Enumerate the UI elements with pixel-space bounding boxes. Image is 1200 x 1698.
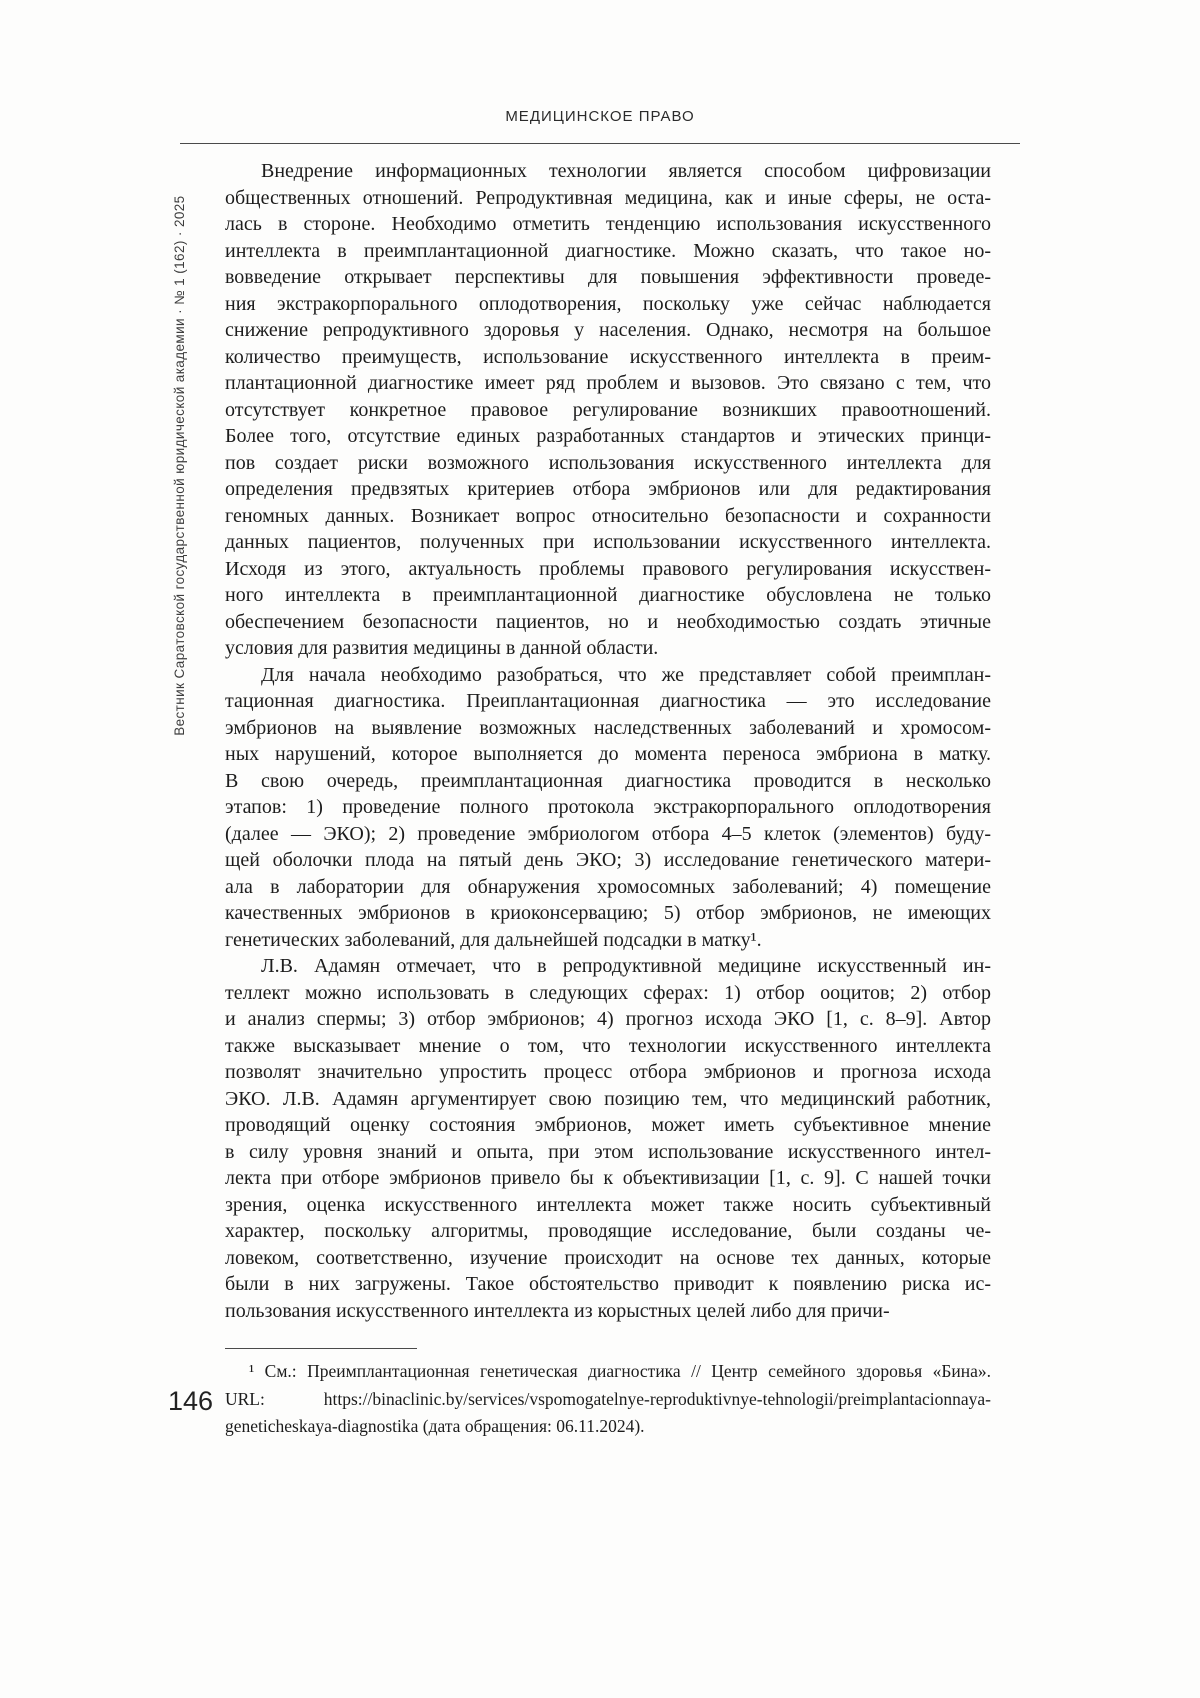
- text-line: качественных эмбрионов в криоконсервацию; 5) отбор эмбрионов, не имеющих: [225, 902, 991, 924]
- page-number: 146: [168, 1386, 214, 1416]
- text-line: в силу уровня знаний и опыта, при этом использование искусственного интел-: [225, 1140, 991, 1163]
- footnote-rule: [225, 1348, 417, 1349]
- text-line: лась в стороне. Необходимо отметить тенденцию использования искусственного: [225, 213, 991, 235]
- text-line: вовведение открывает перспективы для повышения эффективности проведе-: [225, 266, 991, 288]
- paragraph: [225, 662, 991, 954]
- text-line: лекта при отборе эмбрионов привело бы к объективизации [1, с. 9]. С нашей точки: [225, 1167, 991, 1189]
- text-line: Более того, отсутствие единых разработанных стандартов и этических принци-: [225, 425, 991, 447]
- text-line: ала в лаборатории для обнаружения хромосомных заболеваний; 4) помещение: [225, 875, 991, 898]
- text-line: условия для развития медицины в данной области.: [225, 637, 659, 659]
- text-line: отсутствует конкретное правовое регулирование возникших правоотношений.: [225, 398, 991, 421]
- text-line: В свою очередь, преимплантационная диагностика проводится в несколько: [225, 769, 991, 792]
- text-line: эмбрионов на выявление возможных наследственных заболеваний и хромосом-: [225, 716, 991, 739]
- footnote-block: [225, 1348, 991, 1441]
- text-line: теллект можно использовать в следующих сферах: 1) отбор ооцитов; 2) отбор: [225, 981, 991, 1004]
- text-line: (далее — ЭКО); 2) проведение эмбриологом отбора 4–5 клеток (элементов) буду-: [225, 822, 991, 845]
- text-line: Л.В. Адамян отмечает, что в репродуктивной медицине искусственный ин-: [261, 955, 991, 977]
- text-line: ловеком, соответственно, изучение происходит на основе тех данных, которые: [225, 1246, 991, 1269]
- text-line: URL: https://binaclinic.by/services/vspomogatelnye-reproduktivnye-tehnologii/preimplantacionnaya-: [225, 1388, 991, 1409]
- text-line: ЭКО. Л.В. Адамян аргументирует свою позицию тем, что медицинский работник,: [225, 1087, 991, 1110]
- text-line: были в них загружены. Такое обстоятельство приводит к появлению риска ис-: [225, 1273, 991, 1295]
- journal-sidebar-caption: Вестник Саратовской государственной юридической академии · № 1 (162) · 2025: [172, 195, 187, 736]
- text-line: Внедрение информационных технологии является способом цифровизации: [261, 160, 991, 182]
- text-line: интеллекта в преимплантационной диагностике. Можно сказать, что такое но-: [225, 239, 991, 262]
- text-line: ¹ См.: Преимплантационная генетическая диагностика // Центр семейного здоровья «Бина».: [249, 1361, 991, 1381]
- paragraph: [225, 953, 991, 1324]
- text-line: пов создает риски возможного использования искусственного интеллекта для: [225, 451, 991, 474]
- text-line: плантационной диагностике имеет ряд проблем и вызовов. Это связано с тем, что: [225, 372, 991, 394]
- article-body: [225, 158, 991, 1324]
- text-line: обеспечением безопасности пациентов, но и необходимостью создать этичные: [225, 610, 991, 633]
- text-line: количество преимуществ, использование искусственного интеллекта в преим-: [225, 345, 991, 368]
- text-line: позволят значительно упростить процесс отбора эмбрионов и прогноза исхода: [225, 1061, 991, 1083]
- text-line: Исходя из этого, актуальность проблемы правового регулирования искусствен-: [225, 557, 991, 580]
- text-line: снижение репродуктивного здоровья у населения. Однако, несмотря на большое: [225, 319, 991, 341]
- text-line: генетических заболеваний, для дальнейшей подсадки в матку¹.: [225, 928, 762, 951]
- text-line: и анализ спермы; 3) отбор эмбрионов; 4) прогноз исхода ЭКО [1, с. 8–9]. Автор: [225, 1008, 991, 1030]
- text-line: проводящий оценку состояния эмбрионов, может иметь субъективное мнение: [225, 1114, 991, 1136]
- text-line: этапов: 1) проведение полного протокола экстракорпорального оплодотворения: [225, 796, 991, 818]
- text-line: щей оболочки плода на пятый день ЭКО; 3) исследование генетического матери-: [225, 849, 991, 871]
- text-line: определения предвзятых критериев отбора эмбрионов или для редактирования: [225, 478, 991, 500]
- text-line: ных нарушений, которое выполняется до момента переноса эмбриона в матку.: [225, 743, 991, 765]
- header-rule: [180, 143, 1020, 144]
- text-line: данных пациентов, полученных при использовании искусственного интеллекта.: [225, 531, 991, 553]
- text-line: Для начала необходимо разобраться, что же представляет собой преимплан-: [261, 663, 991, 686]
- running-head: МЕДИЦИНСКОЕ ПРАВО: [505, 108, 695, 125]
- text-line: общественных отношений. Репродуктивная медицина, как и иные сферы, не оста-: [225, 186, 991, 209]
- footnote: [225, 1358, 991, 1441]
- text-line: также высказывает мнение о том, что технологии искусственного интеллекта: [225, 1034, 991, 1057]
- paragraph: [225, 158, 991, 662]
- text-line: ния экстракорпорального оплодотворения, поскольку уже сейчас наблюдается: [225, 292, 991, 315]
- text-line: характер, поскольку алгоритмы, проводящие исследование, были созданы че-: [225, 1220, 991, 1242]
- text-line: тационная диагностика. Преиплантационная диагностика — это исследование: [225, 690, 991, 712]
- text-line: зрения, оценка искусственного интеллекта может также носить субъективный: [225, 1193, 991, 1216]
- text-line: пользования искусственного интеллекта из корыстных целей либо для причи-: [225, 1299, 890, 1322]
- text-line: геномных данных. Возникает вопрос относительно безопасности и сохранности: [225, 504, 991, 527]
- text-line: geneticheskaya-diagnostika (дата обращения: 06.11.2024).: [225, 1416, 645, 1436]
- text-line: ного интеллекта в преимплантационной диагностике обусловлена не только: [225, 584, 991, 606]
